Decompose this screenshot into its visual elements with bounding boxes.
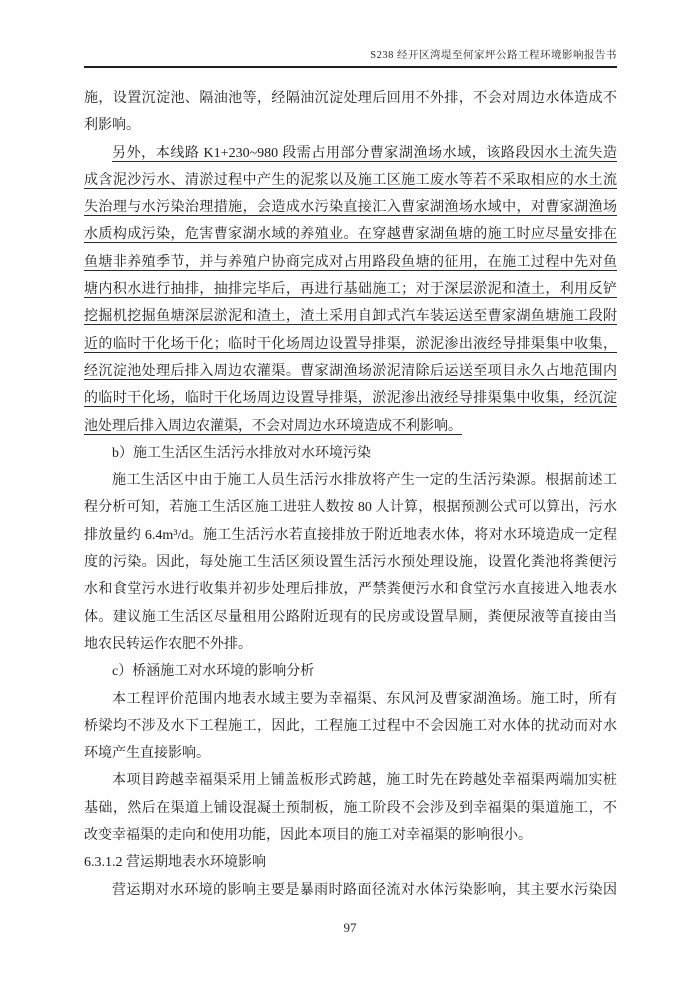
text-line: 鱼塘非养殖季节，并与养殖户协商完成对占用路段鱼塘的征用，在施工过程中先对鱼 [84,254,617,270]
text-line: 度的污染。因此，每处施工生活区须设置生活污水预处理设施，设置化粪池将粪便污 [84,555,617,571]
text-line: 水质构成污染，危害曹家湖水域的养殖业。在穿越曹家湖鱼塘的施工时应尽量安排在 [84,227,617,243]
paragraph [84,467,617,658]
text-line: 本项目跨越幸福渠采用上铺盖板形式跨越，施工时先在跨越处幸福渠两端加实桩 [112,773,617,789]
paragraph [84,767,617,849]
document-body [84,85,617,904]
paragraph [84,686,617,768]
text-line: 另外，本线路 K1+230~980 段需占用部分曹家湖渔场水域，该路段因水土流失造 [112,145,617,161]
text-line: 成含泥沙污水、清淤过程中产生的泥浆以及施工区施工废水等若不采取相应的水土流 [84,172,617,188]
text-line: 池处理后排入周边农灌渠，不会对周边水环境造成不利影响。 [84,418,462,434]
text-line: 排放量约 6.4m³/d。施工生活污水若直接排放于附近地表水体，将对水环境造成一定程 [84,527,617,543]
section-heading: 6.3.1.2 营运期地表水环境影响 [84,855,266,871]
paragraph [84,877,617,904]
text-line: 施工生活区中由于施工人员生活污水排放将产生一定的生活污染源。根据前述工 [112,473,617,489]
text-line: 挖掘机挖掘鱼塘深层淤泥和渣土，渣土采用自卸式汽车装运送至曹家湖鱼塘施工段附 [84,309,617,325]
text-line: 地农民转运作农肥不外排。 [84,636,252,652]
text-line: 利影响。 [84,118,140,134]
text-line: 基础，然后在渠道上铺设混凝土预制板，施工阶段不会涉及到幸福渠的渠道施工，不 [84,800,617,816]
text-line: 程分析可知，若施工生活区施工进驻人数按 80 人计算，根据预测公式可以算出，污水 [84,500,617,516]
header-title: S238 经开区湾堤至何家坪公路工程环境影响报告书 [370,50,617,61]
text-line: 桥梁均不涉及水下工程施工，因此，工程施工过程中不会因施工对水体的扰动而对水 [84,718,617,734]
text-line: 营运期对水环境的影响主要是暴雨时路面径流对水体污染影响，其主要水污染因 [112,882,617,898]
text-line: 水和食堂污水进行收集并初步处理后排放，严禁粪便污水和食堂污水直接进入地表水 [84,582,617,598]
text-line: 本工程评价范围内地表水域主要为幸福渠、东风河及曹家湖渔场。施工时，所有 [112,691,617,707]
paragraph-underlined [84,140,617,440]
page-header [84,47,617,68]
text-line: 施，设置沉淀池、隔油池等，经隔油沉淀处理后回用不外排，不会对周边水体造成不 [84,91,617,106]
text-line: 经沉淀池处理后排入周边农灌渠。曹家湖渔场淤泥清除后运送至项目永久占地范围内 [84,363,617,379]
paragraph [84,85,617,140]
text-line: 的临时干化场，临时干化场周边设置导排渠，淤泥渗出液经导排渠集中收集，经沉淀 [84,391,617,407]
text-line: 体。建议施工生活区尽量租用公路附近现有的民房或设置旱厕，粪便尿液等直接由当 [84,609,617,625]
text-line: 塘内积水进行抽排，抽排完毕后，再进行基础施工；对于深层淤泥和渣土，利用反铲 [84,282,617,298]
page-number: 97 [343,920,357,935]
subheading-c: c）桥涵施工对水环境的影响分析 [112,664,315,680]
subheading-b: b）施工生活区生活污水排放对水环境污染 [112,445,371,461]
text-line: 环境产生直接影响。 [84,746,210,762]
text-line: 改变幸福渠的走向和使用功能，因此本项目的施工对幸福渠的影响很小。 [84,828,532,844]
text-line: 近的临时干化场干化；临时干化场周边设置导排渠，淤泥渗出液经导排渠集中收集， [84,336,617,352]
text-line: 失治理与水污染治理措施，会造成水污染直接汇入曹家湖渔场水域中，对曹家湖渔场 [84,200,617,216]
page-footer [0,920,700,936]
